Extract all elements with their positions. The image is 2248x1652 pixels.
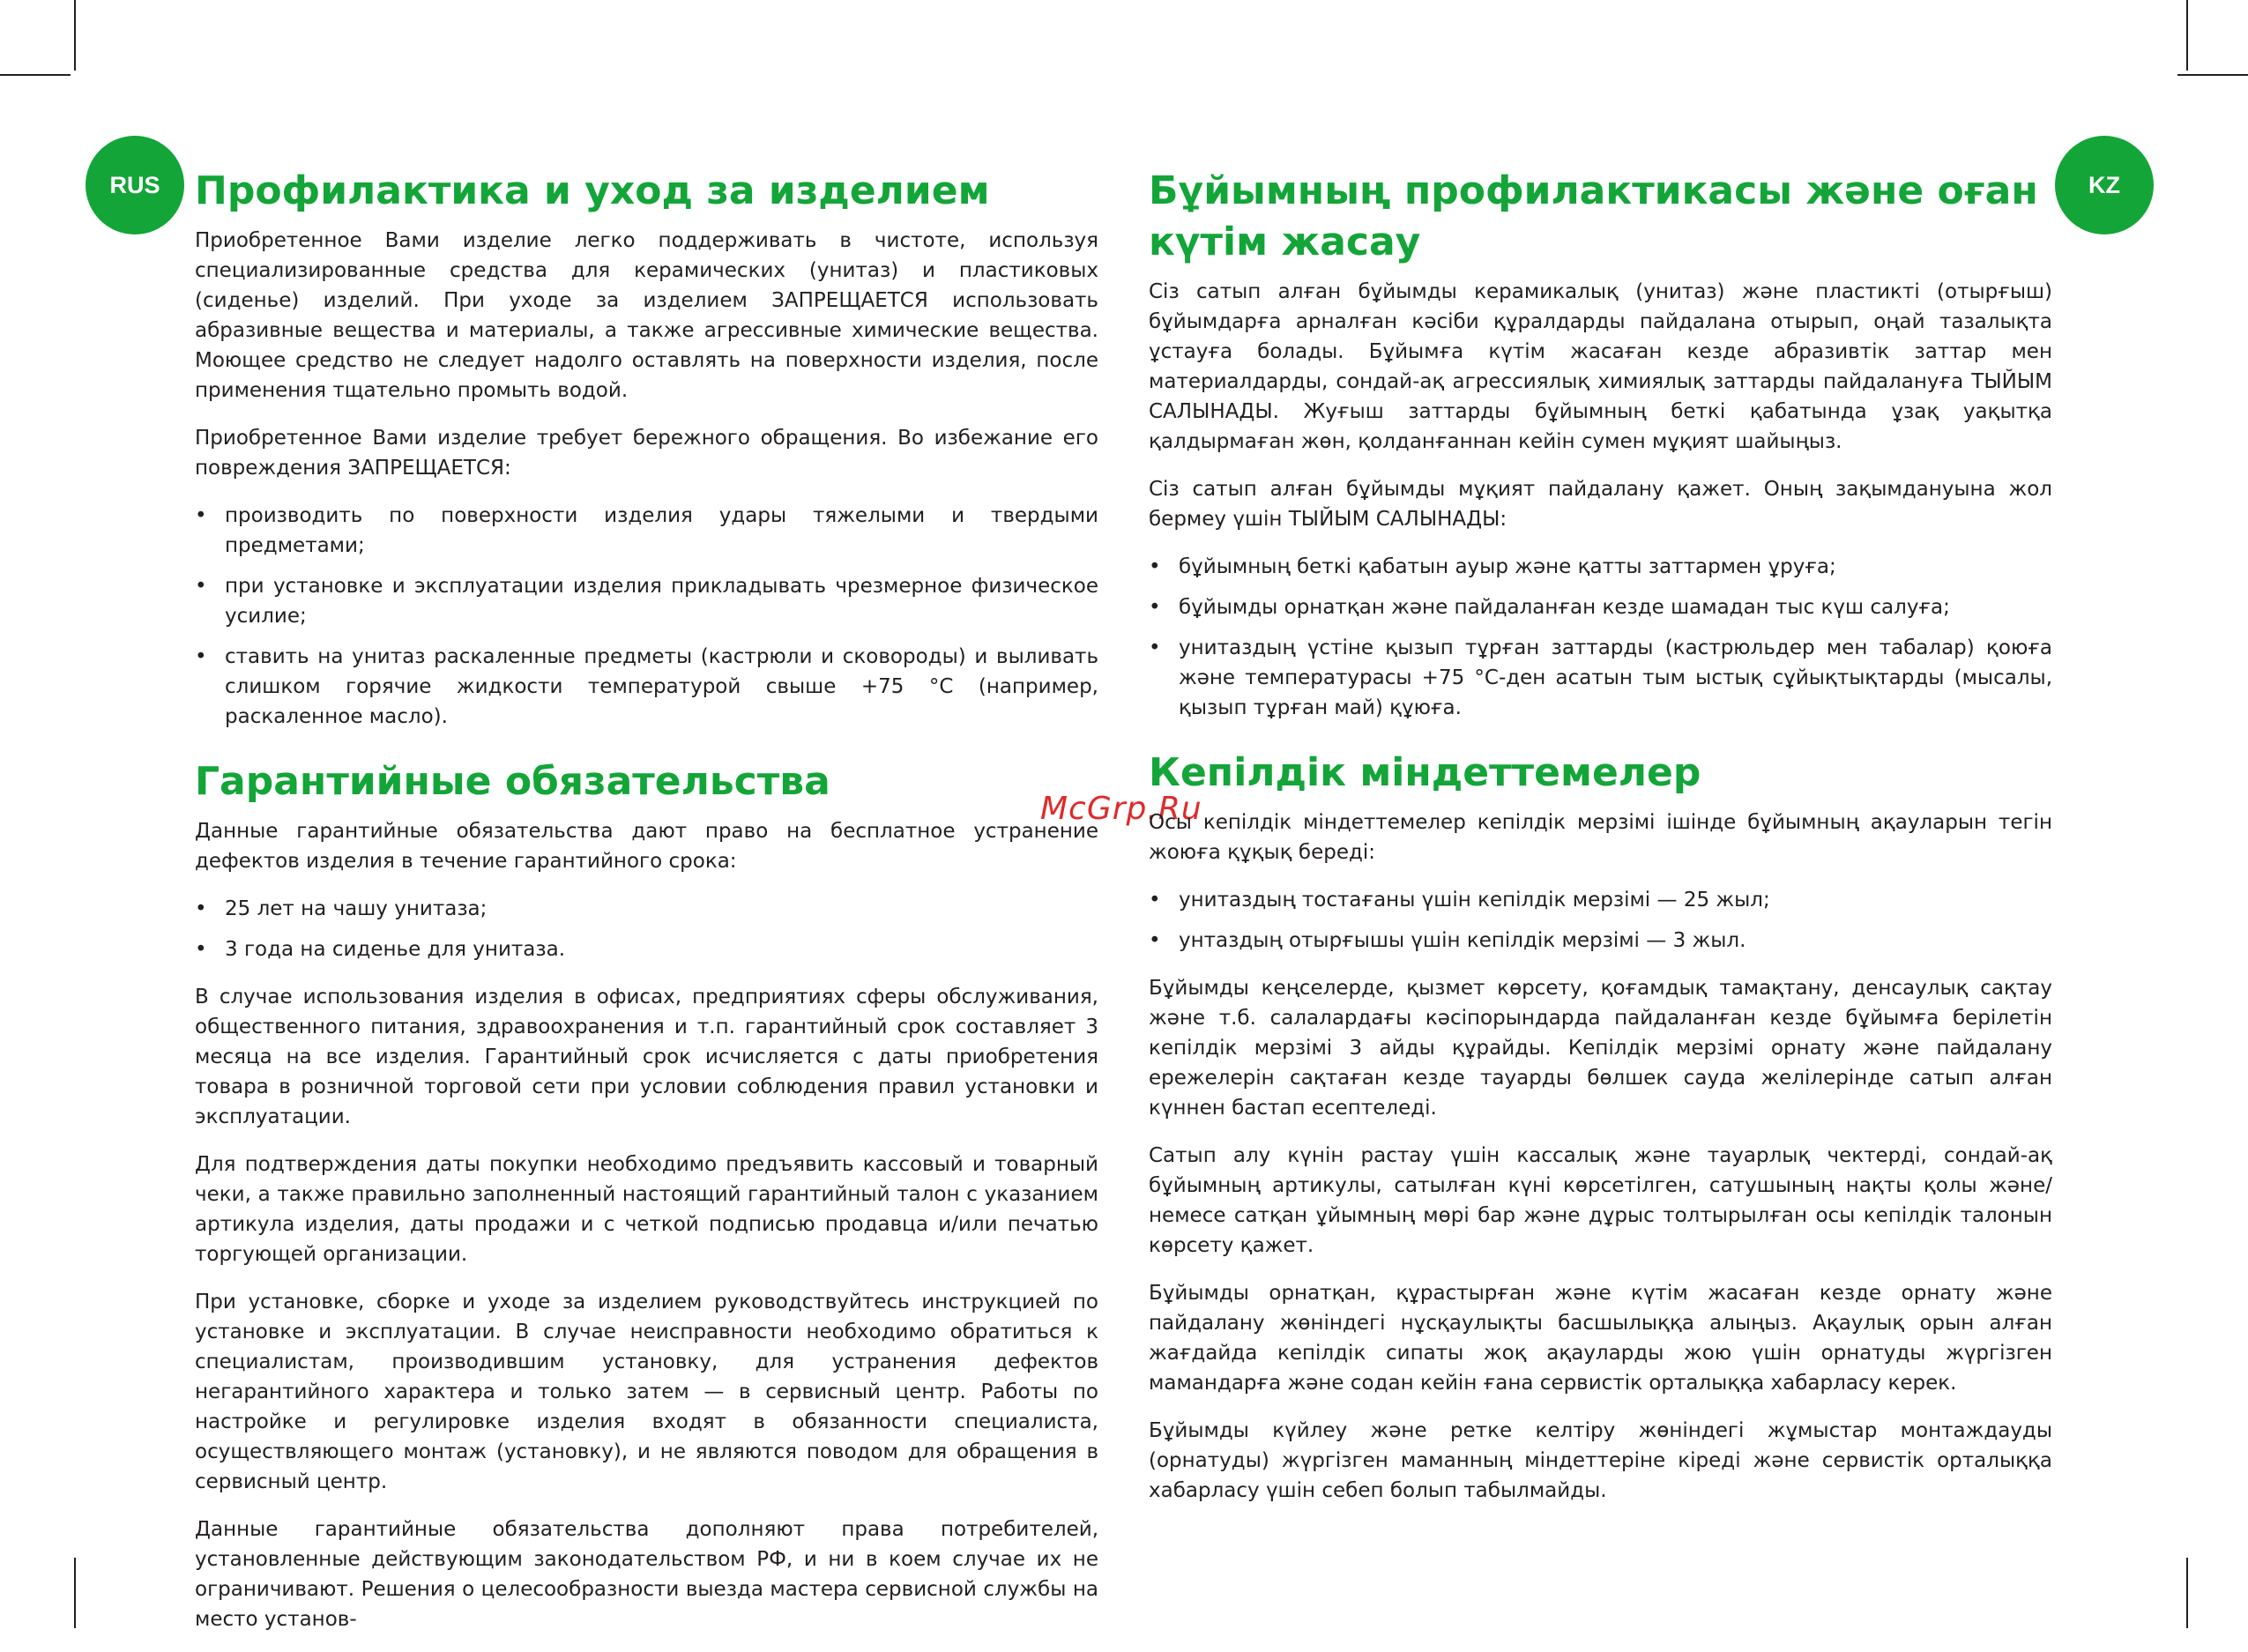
list-item: • производить по поверхности изделия удары тяжелыми и твердыми предметами; bbox=[195, 501, 1098, 561]
list-item: • бұйымның беткі қабатын ауыр және қатты заттармен ұруға; bbox=[1149, 552, 2052, 582]
rus-care-title: Профилактика и уход за изделием bbox=[195, 168, 990, 213]
list-item: • бұйымды орнатқан және пайдаланған кезде шамадан тыс күш салуға; bbox=[1149, 592, 2052, 622]
rus-care-paragraph: Приобретенное Вами изделие легко поддерживать в чистоте, используя специализированные средства для керамических (унитаз) и пластиковых (сиденье) изделий. При уходе за изделием ЗАПРЕЩАЕТСЯ использовать абразивные вещества и материалы, а также агрессивные химические вещества. Моющее средство не следует надолго оставлять на поверхности изделия, после применения тщательно промыть водой. bbox=[195, 229, 1098, 402]
rus-warranty-paragraph: При установке, сборке и уходе за изделием руководствуйтесь инструкцией по установке и эксплуатации. В случае неисправности необходимо обратиться к специалистам, производившим установку, для устранения дефектов негарантийного характера и только затем — в сервисный центр. Работы по настройке и регулировке изделия входят в обязанности специалиста, осуществляющего монтаж (установку), и не являются поводом для обращения в сервисный центр. bbox=[195, 1291, 1098, 1493]
kz-column bbox=[1149, 166, 2052, 1523]
kz-warranty-paragraph: Бұйымды күйлеу және ретке келтіру жөніндегі жұмыстар монтаждауды (орнатуды) жүргізген маманның міндеттеріне кіреді және сервистік орталыққа хабарласу үшін себеп болып табылмайды. bbox=[1149, 1419, 2052, 1502]
kz-warranty-title: Кепілдік міндеттемелер bbox=[1149, 750, 1701, 795]
rus-warranty-paragraph: Данные гарантийные обязательства дополняют права потребителей, установленные действующим законодательством РФ, и ни в коем случае их не ограничивают. Решения о целесообразности выезда мастера сервисной службы на место установ- bbox=[195, 1518, 1098, 1631]
kz-warranty-list bbox=[1149, 885, 2052, 956]
list-item: • унитаздың тостағаны үшін кепілдік мерзімі — 25 жыл; bbox=[1149, 885, 2052, 915]
list-item: • 3 года на сиденье для унитаза. bbox=[195, 934, 1098, 964]
rus-warranty-paragraph: В случае использования изделия в офисах, предприятиях сферы обслуживания, общественного питания, здравоохранения и т.п. гарантийный срок составляет 3 месяца на все изделия. Гарантийный срок исчисляется с даты приобретения товара в розничной торговой сети при условии соблюдения правил установки и эксплуатации. bbox=[195, 986, 1098, 1128]
list-item: • 25 лет на чашу унитаза; bbox=[195, 894, 1098, 924]
kz-warranty-paragraph: Осы кепілдік міндеттемелер кепілдік мерзімі ішінде бұйымның ақауларын тегін жоюға құқық береді: bbox=[1149, 811, 2052, 864]
list-item: • ставить на унитаз раскаленные предметы (кастрюли и сковороды) и выливать слишком горячие жидкости температурой свыше +75 °C (например, раскаленное масло). bbox=[195, 642, 1098, 732]
kz-care-list bbox=[1149, 552, 2052, 723]
rus-warranty-title: Гарантийные обязательства bbox=[195, 759, 830, 804]
crop-mark-top-left bbox=[74, 0, 76, 71]
kz-care-paragraph: Сіз сатып алған бұйымды мұқият пайдалану қажет. Оның зақымдануына жол бермеу үшін ТЫЙЫМ САЛЫНАДЫ: bbox=[1149, 478, 2052, 531]
rus-warranty-paragraph: Для подтверждения даты покупки необходимо предъявить кассовый и товарный чеки, а также правильно заполненный настоящий гарантийный талон с указанием артикула изделия, даты продажи и с четкой подписью продавца и/или печатью торгующей организации. bbox=[195, 1153, 1098, 1266]
kz-warranty-paragraph: Сатып алу күнін растау үшін кассалық және тауарлық чектерді, сондай-ақ бұйымның артикулы, сатылған күні көрсетілген, сатушының нақты қолы және/немесе сатқан ұйымның мөрі бар және дұрыс толтырылған осы кепілдік талонын көрсету қажет. bbox=[1149, 1144, 2052, 1257]
kz-care-title: Бұйымның профилактикасы және оған күтім жасау bbox=[1149, 168, 2038, 264]
crop-mark-top-right bbox=[2177, 74, 2248, 76]
list-item: • унтаздың отырғышы үшін кепілдік мерзімі — 3 жыл. bbox=[1149, 926, 2052, 956]
kz-warranty-paragraph: Бұйымды орнатқан, құрастырған және күтім жасаған кезде орнату және пайдалану жөніндегі нұсқаулықты басшылыққа алыңыз. Ақаулық орын алған жағдайда кепілдік сипаты жоқ ақауларды жою үшін орнатуды жүргізген мамандарға және содан кейін ғана сервистік орталыққа хабарласу керек. bbox=[1149, 1282, 2052, 1395]
crop-mark-top-right bbox=[2186, 0, 2188, 71]
kz-warranty-paragraph: Бұйымды кеңселерде, қызмет көрсету, қоғамдық тамақтану, денсаулық сақтау және т.б. салалардағы кәсіпорындарда пайдаланған кезде бұйымға берілетін кепілдік мерзімі 3 айды құрайды. Кепілдік мерзімі орнату және пайдалану ережелерін сақтаған кезде тауарды бөлшек сауда желілерінде сатып алған күннен бастап есептеледі. bbox=[1149, 977, 2052, 1120]
language-badge-kz: KZ bbox=[2055, 136, 2154, 234]
watermark: McGrp.Ru bbox=[1040, 791, 1202, 827]
crop-mark-bottom-right bbox=[2186, 1558, 2188, 1628]
kz-care-paragraph: Сіз сатып алған бұйымды керамикалық (унитаз) және пластикті (отырғыш) бұйымдарға арналған кәсіби құралдарды пайдалана отырып, оңай тазалықта ұстауға болады. Бұйымға күтім жасаған кезде абразивтік заттар мен материалдарды, сондай-ақ агрессиялық химиялық заттарды пайдалануға ТЫЙЫМ САЛЫНАДЫ. Жуғыш заттарды бұйымның беткі қабатында ұзақ уақытқа қалдырмаған жөн, қолданғаннан кейін сумен мұқият шайыңыз. bbox=[1149, 280, 2052, 453]
crop-mark-bottom-left bbox=[74, 1558, 76, 1628]
rus-care-paragraph: Приобретенное Вами изделие требует бережного обращения. Во избежание его повреждения ЗАПРЕЩАЕТСЯ: bbox=[195, 427, 1098, 480]
list-item: • при установке и эксплуатации изделия прикладывать чрезмерное физическое усилие; bbox=[195, 571, 1098, 631]
rus-warranty-list bbox=[195, 894, 1098, 964]
list-item: • унитаздың үстіне қызып тұрған заттарды (кастрюльдер мен табалар) қоюға және температурасы +75 °C-ден асатын тым ыстық сұйықтықтарды (мысалы, қызып тұрған май) құюға. bbox=[1149, 633, 2052, 723]
rus-warranty-paragraph: Данные гарантийные обязательства дают право на бесплатное устранение дефектов изделия в течение гарантийного срока: bbox=[195, 820, 1098, 873]
language-badge-rus: RUS bbox=[86, 136, 184, 234]
crop-mark-top-left bbox=[0, 74, 71, 76]
rus-care-list bbox=[195, 501, 1098, 732]
rus-column bbox=[195, 166, 1098, 1652]
